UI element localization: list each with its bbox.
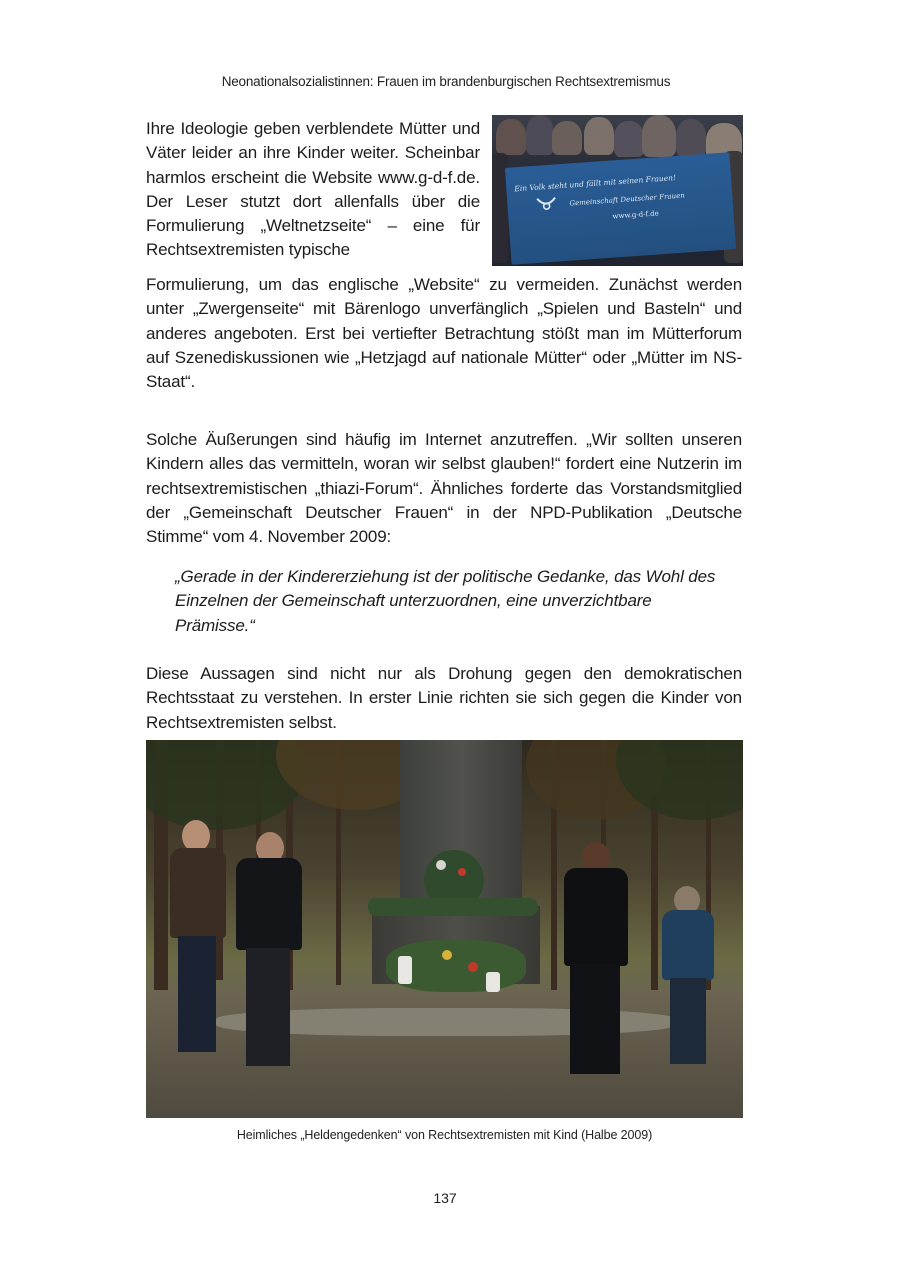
person-left <box>168 820 228 1060</box>
block-quote: „Gerade in der Kindererziehung ist der politische Gedanke, das Wohl des Einzelnen der Gemeinschaft unterzuordnen, eine unverzichtbare Prämisse.“ <box>175 567 716 635</box>
rune-logo-icon <box>535 194 558 211</box>
memorial-photo <box>146 740 743 1118</box>
child <box>662 886 714 1066</box>
person-middle-left <box>236 832 302 1072</box>
banner-url: www.g-d-f.de <box>612 209 659 221</box>
banner-org-name: Gemeinschaft Deutscher Frauen <box>569 191 685 208</box>
paragraph-2: Solche Äußerungen sind häufig im Internet anzutreffen. „Wir sollten unseren Kindern alles das vermitteln, woran wir selbst glauben!“ fordert eine Nutzerin im rechtsextremistischen „thiazi-Forum“. Ähnliches forderte das Vorstandsmitglied der „Gemeinschaft Deutscher Frauen“ in der NPD-Publikation „Deutsche Stimme“ vom 4. November 2009: <box>146 430 742 547</box>
paragraph-3: Diese Aussagen sind nicht nur als Drohung gegen den demokratischen Rechtsstaat zu verstehen. In erster Linie richten sie sich gegen die Kinder von Rechtsextremisten selbst. <box>146 664 742 732</box>
person-middle-right <box>564 842 628 1074</box>
paragraph-1-beside-photo: Ihre Ideologie geben verblendete Mütter und Väter leider an ihre Kinder weiter. Scheinbar harmlos erscheint die Website www.g-d-f.de. Der Leser stutzt dort allenfalls über die Formulierung „Weltnetzseite“ – eine für Rechtsextremisten typische <box>146 119 480 260</box>
banner-photo <box>492 115 743 266</box>
banner <box>505 152 736 264</box>
running-header: Neonationalsozialistinnen: Frauen im brandenburgischen Rechtsextremismus <box>221 74 671 89</box>
banner-slogan: Ein Volk steht und fällt mit seinen Frauen! <box>514 173 677 194</box>
photo-caption: Heimliches „Heldengedenken“ von Rechtsextremisten mit Kind (Halbe 2009) <box>236 1128 653 1142</box>
paragraph-1-continued: Formulierung, um das englische „Website“ zu vermeiden. Zunächst werden unter „Zwergenseite“ mit Bärenlogo unverfänglich „Spielen und Basteln“ und anderes angeboten. Erst bei vertiefter Betrachtung stößt man im Mütterforum auf Szenediskussionen wie „Hetzjagd auf nationale Mütter“ oder „Mütter im NS-Staat“. <box>146 275 742 392</box>
page-number: 137 <box>433 1190 457 1206</box>
